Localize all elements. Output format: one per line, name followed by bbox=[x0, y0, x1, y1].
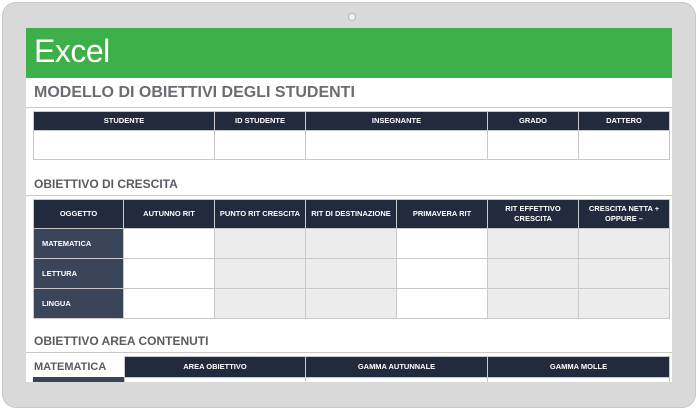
cell-id-studente[interactable] bbox=[215, 131, 306, 160]
header-punto-rit-crescita: PUNTO RIT CRESCITA bbox=[215, 200, 306, 229]
cell-matematica-primavera[interactable] bbox=[397, 229, 488, 259]
header-primavera-rit: PRIMAVERA RIT bbox=[397, 200, 488, 229]
cell-lingua-primavera[interactable] bbox=[397, 289, 488, 319]
cell-studente[interactable] bbox=[34, 131, 215, 160]
header-area-obiettivo: AREA OBIETTIVO bbox=[125, 357, 306, 378]
app-logo: Excel bbox=[34, 33, 110, 69]
cell-area-obiettivo[interactable] bbox=[125, 378, 306, 383]
content-goal-row-marker bbox=[33, 377, 124, 382]
cell-gamma-autunnale[interactable] bbox=[306, 378, 488, 383]
app-banner bbox=[26, 28, 672, 78]
header-dattero: DATTERO bbox=[579, 112, 670, 131]
title-divider bbox=[26, 107, 672, 108]
header-rit-effettivo-crescita: RIT EFFETTIVO CRESCITA bbox=[488, 200, 579, 229]
cell-insegnante[interactable] bbox=[306, 131, 488, 160]
header-autunno-rit: AUTUNNO RIT bbox=[124, 200, 215, 229]
header-studente: STUDENTE bbox=[34, 112, 215, 131]
cell-lettura-destinazione[interactable] bbox=[306, 259, 397, 289]
growth-goal-title: OBIETTIVO DI CRESCITA bbox=[34, 177, 178, 191]
cell-matematica-autunno[interactable] bbox=[124, 229, 215, 259]
header-crescita-netta: CRESCITA NETTA + OPPURE – bbox=[579, 200, 670, 229]
header-grado: GRADO bbox=[488, 112, 579, 131]
spreadsheet-screen bbox=[26, 28, 672, 382]
cell-gamma-molle[interactable] bbox=[488, 378, 670, 383]
header-rit-di-destinazione: RIT DI DESTINAZIONE bbox=[306, 200, 397, 229]
header-insegnante: INSEGNANTE bbox=[306, 112, 488, 131]
cell-lettura-autunno[interactable] bbox=[124, 259, 215, 289]
student-info-table bbox=[33, 111, 670, 160]
cell-grado[interactable] bbox=[488, 131, 579, 160]
header-oggetto: OGGETTO bbox=[34, 200, 124, 229]
content-goal-divider bbox=[26, 352, 672, 353]
header-id-studente: ID STUDENTE bbox=[215, 112, 306, 131]
cell-lingua-netta[interactable] bbox=[579, 289, 670, 319]
cell-lettura-effettivo[interactable] bbox=[488, 259, 579, 289]
cell-lettura-netta[interactable] bbox=[579, 259, 670, 289]
cell-matematica-punto[interactable] bbox=[215, 229, 306, 259]
cell-lingua-destinazione[interactable] bbox=[306, 289, 397, 319]
header-gamma-autunnale: GAMMA AUTUNNALE bbox=[306, 357, 488, 378]
growth-goal-table bbox=[33, 199, 670, 319]
row-label-matematica: MATEMATICA bbox=[34, 229, 124, 259]
content-goal-subject: MATEMATICA bbox=[34, 361, 107, 373]
cell-matematica-destinazione[interactable] bbox=[306, 229, 397, 259]
cell-matematica-effettivo[interactable] bbox=[488, 229, 579, 259]
cell-dattero[interactable] bbox=[579, 131, 670, 160]
cell-lingua-effettivo[interactable] bbox=[488, 289, 579, 319]
cell-lingua-autunno[interactable] bbox=[124, 289, 215, 319]
camera-icon bbox=[348, 13, 356, 21]
cell-matematica-netta[interactable] bbox=[579, 229, 670, 259]
content-goal-table bbox=[124, 356, 670, 382]
cell-lingua-punto[interactable] bbox=[215, 289, 306, 319]
growth-goal-divider bbox=[26, 195, 672, 196]
row-label-lingua: LINGUA bbox=[34, 289, 124, 319]
row-label-lettura: LETTURA bbox=[34, 259, 124, 289]
cell-lettura-punto[interactable] bbox=[215, 259, 306, 289]
header-gamma-molle: GAMMA MOLLE bbox=[488, 357, 670, 378]
cell-lettura-primavera[interactable] bbox=[397, 259, 488, 289]
content-goal-title: OBIETTIVO AREA CONTENUTI bbox=[34, 334, 209, 348]
document-title: MODELLO DI OBIETTIVI DEGLI STUDENTI bbox=[34, 84, 355, 101]
